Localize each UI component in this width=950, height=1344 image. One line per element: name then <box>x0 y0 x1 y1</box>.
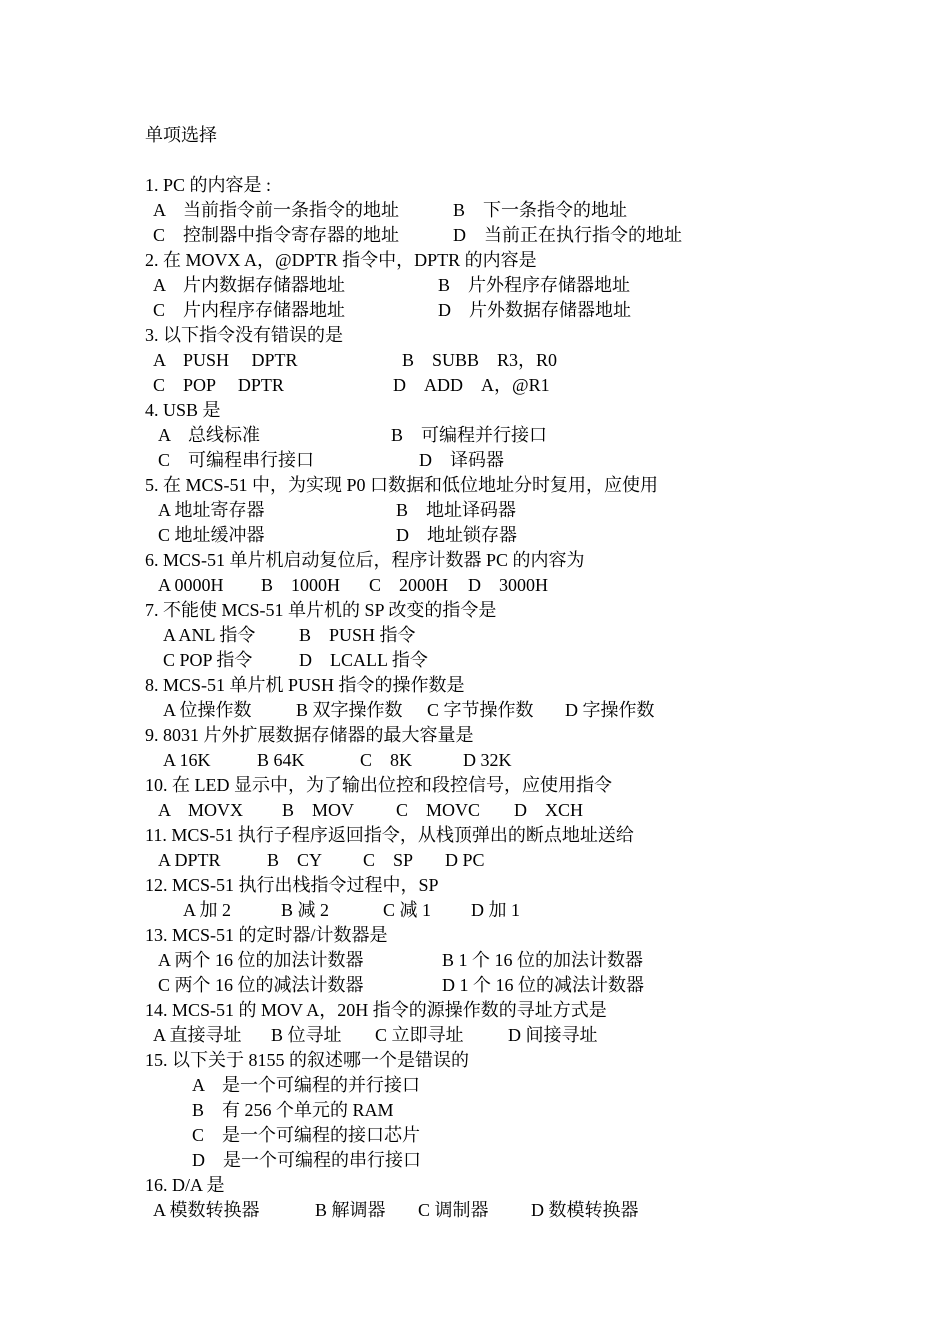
answer-option: C 调制器 <box>418 1200 489 1220</box>
question-stem: 4. USB 是 <box>145 400 221 420</box>
answer-option: A 加 2 <box>183 900 232 920</box>
option-row <box>145 623 905 648</box>
answer-option: D 1 个 16 位的减法计数器 <box>442 975 644 995</box>
answer-option: C 字节操作数 <box>427 700 534 720</box>
answer-option: A 直接寻址 <box>153 1025 242 1045</box>
answer-option: D LCALL 指令 <box>299 650 428 670</box>
answer-option: D PC <box>445 850 485 870</box>
answer-option: A 片内数据存储器地址 <box>153 275 346 295</box>
answer-option: A MOVX <box>158 800 244 820</box>
answer-option: A 是一个可编程的并行接口 <box>192 1075 421 1095</box>
answer-option: A PUSH DPTR <box>153 350 298 370</box>
answer-option: C POP 指令 <box>163 650 253 670</box>
option-row <box>145 948 905 973</box>
option-row <box>145 648 905 673</box>
option-row <box>145 748 905 773</box>
answer-option: A 模数转换器 <box>153 1200 260 1220</box>
answer-option: B SUBB R3，R0 <box>402 350 558 370</box>
answer-option: A 总线标准 <box>158 425 261 445</box>
answer-option: D 加 1 <box>471 900 520 920</box>
option-row <box>145 448 905 473</box>
option-row <box>145 1148 905 1173</box>
answer-option: D 字操作数 <box>565 700 655 720</box>
question-stem: 10. 在 LED 显示中，为了输出位控和段控信号，应使用指令 <box>145 775 612 795</box>
answer-option: B 可编程并行接口 <box>391 425 548 445</box>
option-row <box>145 423 905 448</box>
question-stem: 2. 在 MOVX A，@DPTR 指令中，DPTR 的内容是 <box>145 250 537 270</box>
question-stem: 12. MCS-51 执行出栈指令过程中，SP <box>145 875 439 895</box>
answer-option: A 16K <box>163 750 211 770</box>
option-row <box>145 198 905 223</box>
answer-option: B 片外程序存储器地址 <box>438 275 631 295</box>
answer-option: D 片外数据存储器地址 <box>438 300 631 320</box>
answer-option: B PUSH 指令 <box>299 625 416 645</box>
option-row <box>145 348 905 373</box>
answer-option: C 两个 16 位的减法计数器 <box>158 975 364 995</box>
answer-option: B MOV <box>282 800 355 820</box>
answer-option: B 64K <box>257 750 305 770</box>
question-stem: 3. 以下指令没有错误的是 <box>145 325 343 345</box>
answer-option: D 数模转换器 <box>531 1200 639 1220</box>
answer-option: A ANL 指令 <box>163 625 256 645</box>
question-stem: 7. 不能使 MCS-51 单片机的 SP 改变的指令是 <box>145 600 497 620</box>
answer-option: D 32K <box>463 750 512 770</box>
answer-option: C 立即寻址 <box>375 1025 464 1045</box>
answer-option: A 当前指令前一条指令的地址 <box>153 200 400 220</box>
option-row <box>145 1023 905 1048</box>
answer-option: C SP <box>363 850 414 870</box>
option-row <box>145 848 905 873</box>
option-row <box>145 1123 905 1148</box>
option-row <box>145 1098 905 1123</box>
answer-option: C 是一个可编程的接口芯片 <box>192 1125 421 1145</box>
answer-option: B 1000H <box>261 575 341 595</box>
answer-option: A DPTR <box>158 850 221 870</box>
option-row <box>145 298 905 323</box>
answer-option: A 地址寄存器 <box>158 500 265 520</box>
answer-option: C POP DPTR <box>153 375 284 395</box>
question-stem: 11. MCS-51 执行子程序返回指令，从栈顶弹出的断点地址送给 <box>145 825 634 845</box>
answer-option: D 是一个可编程的串行接口 <box>192 1150 421 1170</box>
option-row <box>145 698 905 723</box>
answer-option: A 两个 16 位的加法计数器 <box>158 950 364 970</box>
answer-option: B 有 256 个单元的 RAM <box>192 1100 394 1120</box>
option-row <box>145 223 905 248</box>
question-stem: 13. MCS-51 的定时器/计数器是 <box>145 925 388 945</box>
question-stem: 14. MCS-51 的 MOV A，20H 指令的源操作数的寻址方式是 <box>145 1000 607 1020</box>
answer-option: C 控制器中指令寄存器的地址 <box>153 225 400 245</box>
answer-option: D 地址锁存器 <box>396 525 517 545</box>
question-list <box>145 173 905 1223</box>
question-stem: 9. 8031 片外扩展数据存储器的最大容量是 <box>145 725 474 745</box>
answer-option: B 位寻址 <box>271 1025 342 1045</box>
option-row <box>145 898 905 923</box>
answer-option: C MOVC <box>396 800 481 820</box>
option-row <box>145 273 905 298</box>
answer-option: A 0000H <box>158 575 224 595</box>
answer-option: D 间接寻址 <box>508 1025 598 1045</box>
answer-option: B 解调器 <box>315 1200 386 1220</box>
option-row <box>145 1198 905 1223</box>
answer-option: C 2000H <box>369 575 449 595</box>
answer-option: B 减 2 <box>281 900 330 920</box>
question-stem: 1. PC 的内容是 : <box>145 175 272 195</box>
option-row <box>145 373 905 398</box>
answer-option: D ADD A，@R1 <box>393 375 550 395</box>
answer-option: D 译码器 <box>419 450 504 470</box>
answer-option: A 位操作数 <box>163 700 252 720</box>
question-stem: 16. D/A 是 <box>145 1175 225 1195</box>
option-row <box>145 523 905 548</box>
answer-option: C 地址缓冲器 <box>158 525 265 545</box>
answer-option: C 片内程序存储器地址 <box>153 300 346 320</box>
answer-option: B 双字操作数 <box>296 700 403 720</box>
answer-option: C 8K <box>360 750 413 770</box>
option-row <box>145 573 905 598</box>
question-stem: 15. 以下关于 8155 的叙述哪一个是错误的 <box>145 1050 469 1070</box>
answer-option: B CY <box>267 850 323 870</box>
answer-option: C 可编程串行接口 <box>158 450 315 470</box>
answer-option: B 1 个 16 位的加法计数器 <box>442 950 644 970</box>
question-stem: 5. 在 MCS-51 中，为实现 P0 口数据和低位地址分时复用，应使用 <box>145 475 659 495</box>
answer-option: D XCH <box>514 800 584 820</box>
option-row <box>145 973 905 998</box>
question-stem: 8. MCS-51 单片机 PUSH 指令的操作数是 <box>145 675 465 695</box>
option-row <box>145 798 905 823</box>
option-row <box>145 1073 905 1098</box>
answer-option: D 3000H <box>468 575 548 595</box>
answer-option: C 减 1 <box>383 900 432 920</box>
answer-option: D 当前正在执行指令的地址 <box>453 225 682 245</box>
section-heading: 单项选择 <box>145 125 217 145</box>
answer-option: B 地址译码器 <box>396 500 517 520</box>
question-stem: 6. MCS-51 单片机启动复位后，程序计数器 PC 的内容为 <box>145 550 585 570</box>
answer-option: B 下一条指令的地址 <box>453 200 628 220</box>
option-row <box>145 498 905 523</box>
